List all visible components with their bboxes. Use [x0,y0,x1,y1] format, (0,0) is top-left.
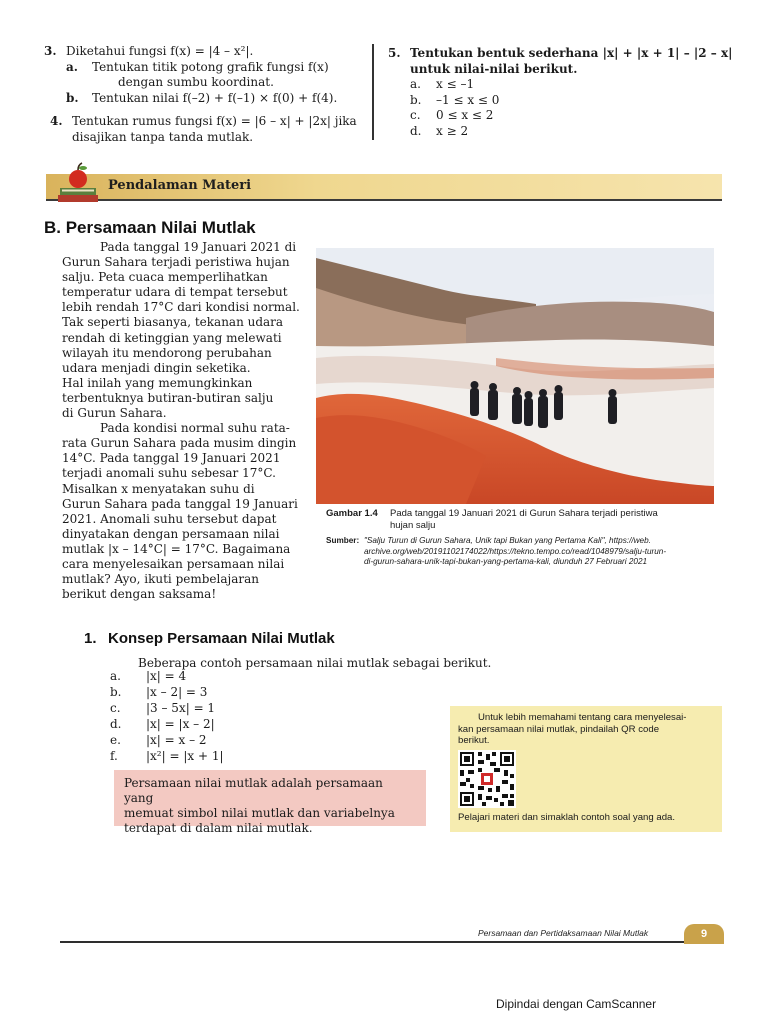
exercise-4-text-cont: disajikan tanpa tanda mutlak. [72,129,254,144]
exercise-5 [388,46,733,139]
p2-line-4: terjadi anomali suhu sebesar 17°C. [62,466,276,481]
exercise-5d-label: d. [410,123,422,138]
qr-box [450,706,722,832]
exercise-3b-text: Tentukan nilai f(–2) + f(–1) × f(0) + f(4). [92,90,338,105]
example-a-label: a. [110,669,121,683]
p1-line-8: wilayah itu mendorong perubahan [62,345,272,360]
p2-line-10: cara menyelesaikan persamaan nilai [62,556,285,571]
exercise-3-stem: Diketahui fungsi f(x) = |4 – x²|. [66,44,254,58]
exercise-3-number: 3. [44,44,57,58]
p2-line-1: Pada kondisi normal suhu rata- [100,421,290,436]
section-title: B. Persamaan Nilai Mutlak [44,218,256,237]
p1-line-5: lebih rendah 17°C dari kondisi normal. [62,300,300,315]
exercise-5a-text: x ≤ –1 [436,77,475,91]
exercise-5c-text: 0 ≤ x ≤ 2 [436,108,494,122]
definition-line-2: memuat simbol nilai mutlak dan variabelnya [124,806,395,820]
exercise-5-text-cont: untuk nilai-nilai berikut. [410,61,578,76]
exercise-3b-label: b. [66,90,79,105]
example-f: |x²| = |x + 1| [146,749,224,763]
scanner-watermark: Dipindai dengan CamScanner [496,997,657,1011]
exercise-5-number: 5. [388,46,401,60]
p2-line-6: Gurun Sahara pada tanggal 19 Januari [62,496,298,511]
page-number: 9 [700,928,708,940]
figure-caption-text: Pada tanggal 19 Januari 2021 di Gurun Sahara terjadi peristiwa [390,508,658,519]
subsection-title-text: Konsep Persamaan Nilai Mutlak [108,630,335,647]
exercise-4-text: Tentukan rumus fungsi f(x) = |6 – x| + |2x| jika [72,114,357,128]
example-b: |x – 2| = 3 [146,685,208,699]
p1-line-12: di Gurun Sahara. [62,406,167,421]
definition-line-1: Persamaan nilai mutlak adalah persamaan yang [124,776,383,805]
column-divider [372,44,374,140]
intro-paragraph-1 [62,240,306,421]
exercise-4 [50,114,380,145]
p2-line-12: berikut dengan saksama! [62,587,217,602]
intro-text [62,240,306,602]
figure-label: Gambar 1.4 [326,508,378,519]
subsection-title [84,630,335,647]
p1-line-9: udara menjadi dingin seketika. [62,360,251,375]
figure-source-text-2: archive.org/web/20191102174022/https://tekno.tempo.co/read/1048979/salju-turun- [364,546,667,556]
exercise-3a-label: a. [66,59,78,74]
example-c-label: c. [110,701,121,715]
exercise-5c-label: c. [410,108,421,122]
intro-paragraph-2 [62,421,306,602]
exercise-5-text: Tentukan bentuk sederhana |x| + |x + 1| – |2 – x| [410,46,733,60]
example-f-label: f. [110,749,118,763]
example-a: |x| = 4 [146,669,187,683]
definition-line-3: terdapat di dalam nilai mutlak. [124,821,313,835]
exercise-5b-text: –1 ≤ x ≤ 0 [436,92,500,107]
figure-source [326,536,726,568]
p1-line-10: Hal inilah yang memungkinkan [62,375,253,390]
p2-line-7: 2021. Anomali suhu tersebut dapat [62,511,277,526]
qr-box-footer: Pelajari materi dan simaklah contoh soal yang ada. [458,812,676,823]
exercise-5a-label: a. [410,77,421,91]
exercise-3a-text-cont: dengan sumbu koordinat. [118,75,274,89]
p1-line-3: salju. Peta cuaca memperlihatkan [62,270,268,285]
books-apple-icon [54,160,104,204]
subsection-lead: Beberapa contoh persamaan nilai mutlak sebagai berikut. [138,656,492,670]
p1-line-1: Pada tanggal 19 Januari 2021 di [100,240,297,254]
definition-box [114,770,426,835]
figure-caption-text-cont: hujan salju [390,519,436,531]
figure-source-label: Sumber: [326,536,360,545]
footer-rule [60,941,724,943]
p2-line-11: mutlak? Ayo, ikuti pembelajaran [62,572,259,587]
figure-caption [326,508,726,531]
examples-list [110,668,224,764]
subsection-number: 1. [84,630,97,647]
qr-box-line-3: berikut. [458,735,490,747]
p1-line-2: Gurun Sahara terjadi peristiwa hujan [62,255,290,270]
exercise-5b-label: b. [410,92,422,107]
p1-line-7: rendah di ketinggian yang melewati [62,330,282,345]
qr-box-line-2: kan persamaan nilai mutlak, pindailah QR code [458,723,660,735]
exercise-4-number: 4. [50,114,63,128]
section-banner [46,170,722,204]
qr-code-icon[interactable] [458,750,516,808]
p2-line-3: 14°C. Pada tanggal 19 Januari 2021 [62,451,281,466]
example-c: |3 – 5x| = 1 [146,701,216,715]
exercise-3a-text: Tentukan titik potong grafik fungsi f(x) [92,59,329,74]
p1-line-11: terbentuknya butiran-butiran salju [62,390,274,405]
sahara-snow-photo [316,248,714,504]
example-e-label: e. [110,733,121,747]
figure-source-text-3: di-gurun-sahara-unik-tapi-bukan-yang-pertama-kali, diunduh 27 Februari 2021 [364,557,648,567]
p1-line-6: Tak seperti biasanya, tekanan udara [62,315,284,330]
exercise-5d-text: x ≥ 2 [436,123,469,138]
exercise-3 [44,44,374,106]
example-d: |x| = |x – 2| [146,717,215,731]
page-number-badge [684,924,724,944]
p2-line-8: dinyatakan dengan persamaan nilai [62,526,280,541]
p2-line-2: rata Gurun Sahara pada musim dingin [62,436,297,451]
example-e: |x| = x – 2 [146,733,207,747]
p2-line-5: Misalkan x menyatakan suhu di [62,481,255,496]
p1-line-4: temperatur udara di tempat tersebut [62,285,288,300]
qr-box-line-1: Untuk lebih memahami tentang cara menyelesai- [478,712,687,723]
figure-source-text: "Salju Turun di Gurun Sahara, Unik tapi Bukan yang Pertama Kali", https://web. [364,536,651,545]
banner-title: Pendalaman Materi [108,178,252,193]
p2-line-9: mutlak |x – 14°C| = 17°C. Bagaimana [62,541,291,556]
example-d-label: d. [110,717,122,731]
example-b-label: b. [110,685,122,699]
running-title: Persamaan dan Pertidaksamaan Nilai Mutlak [478,928,649,938]
